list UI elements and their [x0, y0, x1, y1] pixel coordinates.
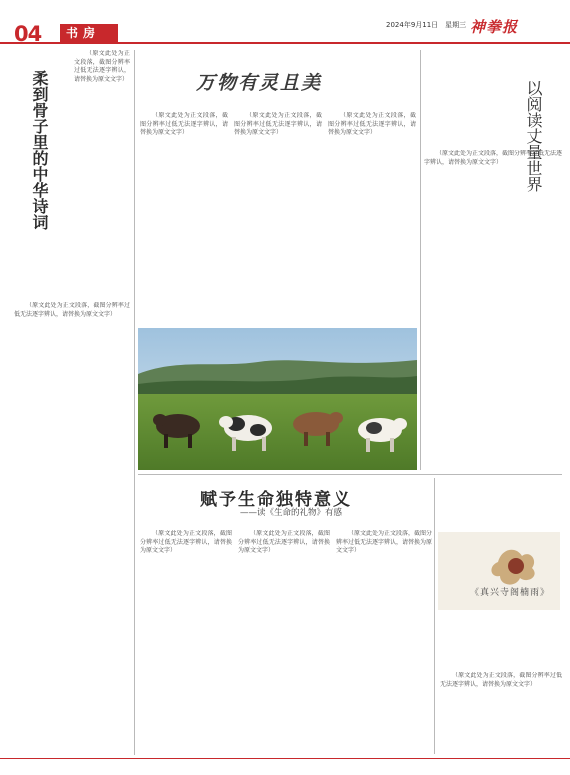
right-article-body [424, 150, 562, 466]
column-divider [134, 50, 135, 755]
section-name: 书房 [66, 26, 101, 40]
feature-column-2 [234, 112, 322, 324]
feature-paragraph: （原文此处为正文段落，截图分辨率过低无法逐字辨认，请替换为原文文字） [328, 112, 416, 137]
cattle-meadow-photo [138, 328, 417, 470]
book-review-paragraph: （原文此处为正文段落，截图分辨率过低无法逐字辨认，请替换为原文文字） [440, 672, 562, 688]
bottom-column-1 [140, 530, 232, 752]
feature-title: 万物有灵且美 [196, 72, 323, 94]
column-divider [420, 50, 421, 470]
bottom-article-title: 赋予生命独特意义 [200, 490, 352, 510]
feature-paragraph: （原文此处为正文段落，截图分辨率过低无法逐字辨认，请替换为原文文字） [234, 112, 322, 137]
bottom-paragraph: （原文此处为正文段落，截图分辨率过低无法逐字辨认，请替换为原文文字） [238, 530, 330, 555]
right-article-paragraph: （原文此处为正文段落，截图分辨率过低无法逐字辨认，请替换为原文文字） [424, 150, 562, 166]
bottom-article-subtitle: ——读《生命的礼物》有感 [240, 508, 343, 518]
book-title: 《真兴寺阁楠雨》 [470, 588, 551, 598]
left-article-title: 柔到骨子里的中华诗词 [30, 70, 49, 230]
bottom-column-3 [336, 530, 432, 752]
left-article-paragraph: （原文此处为正文段落，截图分辨率过低无法逐字辨认，请替换为原文文字） [74, 50, 130, 83]
column-divider [434, 478, 435, 754]
book-cover-image [438, 532, 560, 610]
publication-date: 2024年9月11日 星期三 [386, 21, 467, 29]
left-article-paragraph: （原文此处为正文段落，截图分辨率过低无法逐字辨认，请替换为原文文字） [14, 302, 130, 318]
feature-column-1 [140, 112, 228, 324]
feature-column-3 [328, 112, 416, 324]
book-review-body [440, 672, 562, 754]
left-article-body-top [74, 50, 130, 300]
section-divider [138, 474, 562, 475]
page-number: 04 [14, 22, 42, 46]
bottom-paragraph: （原文此处为正文段落，截图分辨率过低无法逐字辨认，请替换为原文文字） [140, 530, 232, 555]
masthead [0, 0, 570, 44]
bottom-column-2 [238, 530, 330, 752]
feature-paragraph: （原文此处为正文段落，截图分辨率过低无法逐字辨认，请替换为原文文字） [140, 112, 228, 137]
footer [0, 758, 570, 775]
newspaper-logo: 神拳报 [470, 18, 519, 36]
left-article-body [14, 302, 130, 752]
bottom-paragraph: （原文此处为正文段落，截图分辨率过低无法逐字辨认，请替换为原文文字） [336, 530, 432, 555]
right-article-title: 以阅读丈量世界 [524, 80, 543, 192]
